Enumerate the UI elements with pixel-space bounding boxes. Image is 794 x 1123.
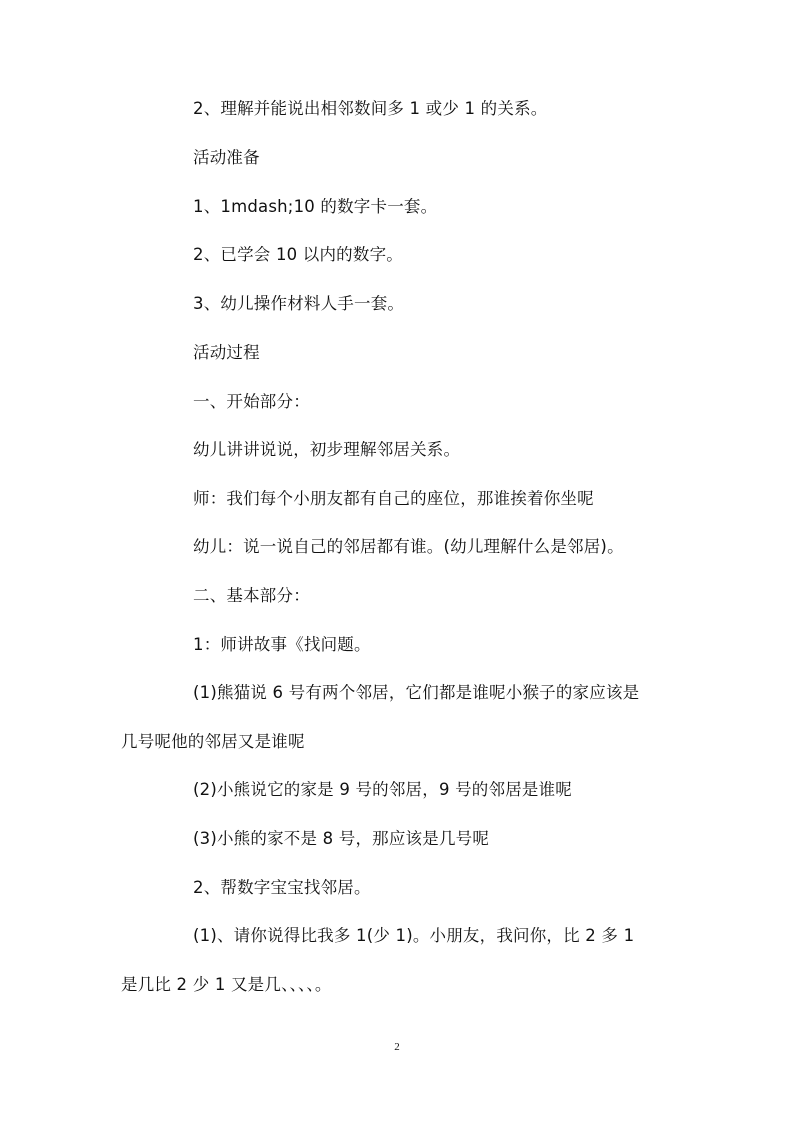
section-heading: 活动准备 [193, 148, 260, 167]
paragraph-line: 2、理解并能说出相邻数间多 1 或少 1 的关系。 [193, 99, 548, 118]
paragraph-line: 2、帮数字宝宝找邻居。 [193, 878, 371, 897]
paragraph-line: 幼儿：说一说自己的邻居都有谁。(幼儿理解什么是邻居)。 [193, 537, 624, 556]
paragraph-line: 1、1mdash;10 的数字卡一套。 [193, 197, 438, 216]
paragraph-line: 2、已学会 10 以内的数字。 [193, 245, 403, 264]
paragraph-line: 师：我们每个小朋友都有自己的座位，那谁挨着你坐呢 [193, 489, 594, 508]
paragraph-line: 幼儿讲讲说说，初步理解邻居关系。 [193, 440, 461, 459]
paragraph-line: 几号呢他的邻居又是谁呢 [121, 732, 305, 751]
paragraph-line: 是几比 2 少 1 又是几、、、、。 [121, 975, 332, 994]
page-number: 2 [394, 1041, 400, 1053]
section-heading: 活动过程 [193, 343, 260, 362]
paragraph-line: 3、幼儿操作材料人手一套。 [193, 294, 405, 313]
paragraph-line: (2)小熊说它的家是 9 号的邻居，9 号的邻居是谁呢 [193, 780, 573, 799]
paragraph-line: (1)、请你说得比我多 1(少 1)。小朋友，我问你，比 2 多 1 [193, 926, 635, 945]
paragraph-line: 一、开始部分： [193, 392, 310, 411]
paragraph-line: 二、基本部分： [193, 586, 310, 605]
paragraph-line: (3)小熊的家不是 8 号，那应该是几号呢 [193, 829, 490, 848]
paragraph-line: (1)熊猫说 6 号有两个邻居，它们都是谁呢小猴子的家应该是 [193, 683, 640, 702]
paragraph-line: 1：师讲故事《找问题。 [193, 635, 371, 654]
